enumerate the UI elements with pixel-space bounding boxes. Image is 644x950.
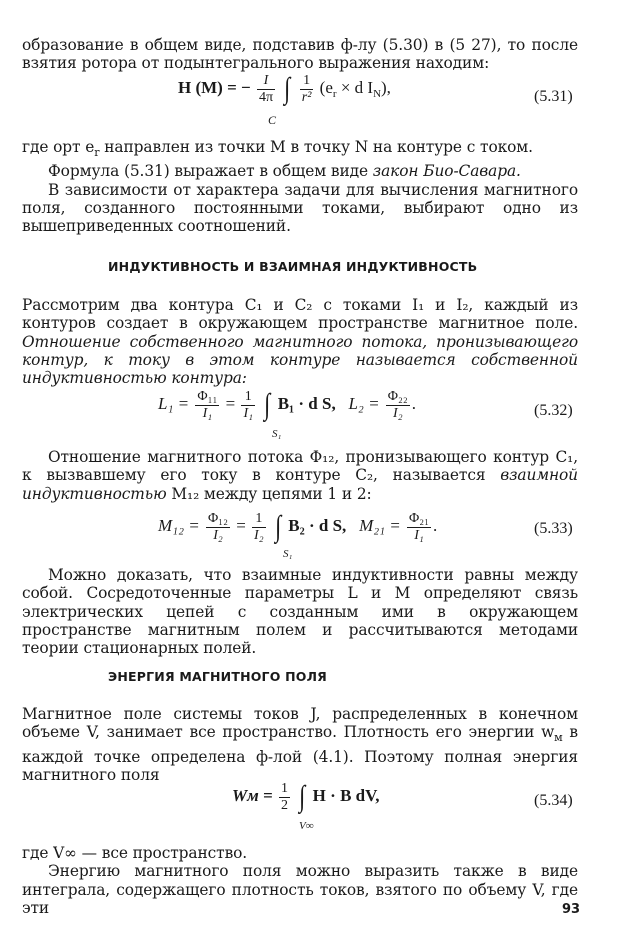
equation-number: (5.33) xyxy=(534,520,573,537)
integral-sign: ∫ xyxy=(264,388,271,421)
paragraph-inductance-def: Рассмотрим два контура C₁ и C₂ с токами I₁ и I₂, каждый из контуров создает в окружающем пространстве магнитное поле. Отношение собственного магнитного потока, пронизывающего контур, к току в этом контуре называется собственной индуктивностью контура: xyxy=(22,296,578,388)
integral-sign: ∫ xyxy=(274,510,282,543)
integral-subscript: S₁ xyxy=(272,428,282,440)
page-number: 93 xyxy=(562,902,581,917)
equation-5-31: H (M) = − $\frac{I}{4\pi}$ ∫ $\frac{1}{\text{r²}}$ ($e_r \times d$ $I_N$), xyxy=(178,72,391,105)
paragraph-intro: образование в общем виде, подставив ф-лу (5.30) в (5 27), то после взятия ротора от подынтегрального выражения находим: xyxy=(22,36,578,73)
equation-number: (5.31) xyxy=(534,88,573,105)
integral-sign: ∫ xyxy=(299,780,306,813)
paragraph-closing: где V∞ — все пространство. Энергию магнитного поля можно выразить также в виде интеграла, содержащего плотность токов, взятого по объему V, где эти xyxy=(22,844,578,917)
section-heading-inductance: ИНДУКТИВНОСТЬ И ВЗАИМНАЯ ИНДУКТИВНОСТЬ xyxy=(108,259,478,274)
integral-subscript: S₁ xyxy=(283,548,293,560)
paragraph-block-2: где орт $e_r$ направлен из точки M в точку N на контуре с током. Формула (5.31) выражает в общем виде закон Био-Савара. В зависимости от характера задачи для вычисления магнитного поля, созданного постоянными токами, выбирают одно из вышеприведенных соотношений. xyxy=(22,138,578,236)
integral-subscript: V∞ xyxy=(299,820,314,832)
equation-5-33: M₁₂ = $\frac{\text{Φ₁₂}}{\text{I₂}}$ = $\frac{1}{\text{I₂}}$ ∫ B₂ · d S, M₂₁ = $\frac{\text{Φ₂₁}}{\text{I₁}}$ . xyxy=(158,510,438,543)
equation-number: (5.32) xyxy=(534,402,573,419)
section-heading-energy: ЭНЕРГИЯ МАГНИТНОГО ПОЛЯ xyxy=(108,669,327,684)
paragraph-energy: Магнитное поле системы токов J, распределенных в конечном объеме V, занимает все пространство. Плотность его энергии $w_м$ в каждой точке определена ф-лой (4.1). Поэтому полная энергия магнитного поля xyxy=(22,705,578,784)
equation-number: (5.34) xyxy=(534,792,573,809)
integral-sign: ∫ xyxy=(284,72,291,105)
integral-subscript: C xyxy=(268,113,277,127)
equation-5-34: Wм = $\frac{1}{2}$ ∫ H · B dV, xyxy=(232,780,380,813)
paragraph-reciprocity: Можно доказать, что взаимные индуктивности равны между собой. Сосредоточенные параметры L и M определяют связь электрических цепей с созданным ими в окружающем пространстве магнитным полем и рассчитываются методами теории стационарных полей. xyxy=(22,566,578,658)
equation-5-32: L₁ = $\frac{\text{Φ₁₁}}{\text{I₁}}$ = $\frac{1}{\text{I₁}}$ ∫ B₁ · d S, L₂ = $\frac{\text{Φ₂₂}}{\text{I₂}}$ . xyxy=(158,388,417,421)
paragraph-mutual-def: Отношение магнитного потока Φ₁₂, пронизывающего контур C₁, к вызвавшему его току в контуре C₂, называется взаимной индуктивностью M₁₂ между цепями 1 и 2: xyxy=(22,448,578,503)
